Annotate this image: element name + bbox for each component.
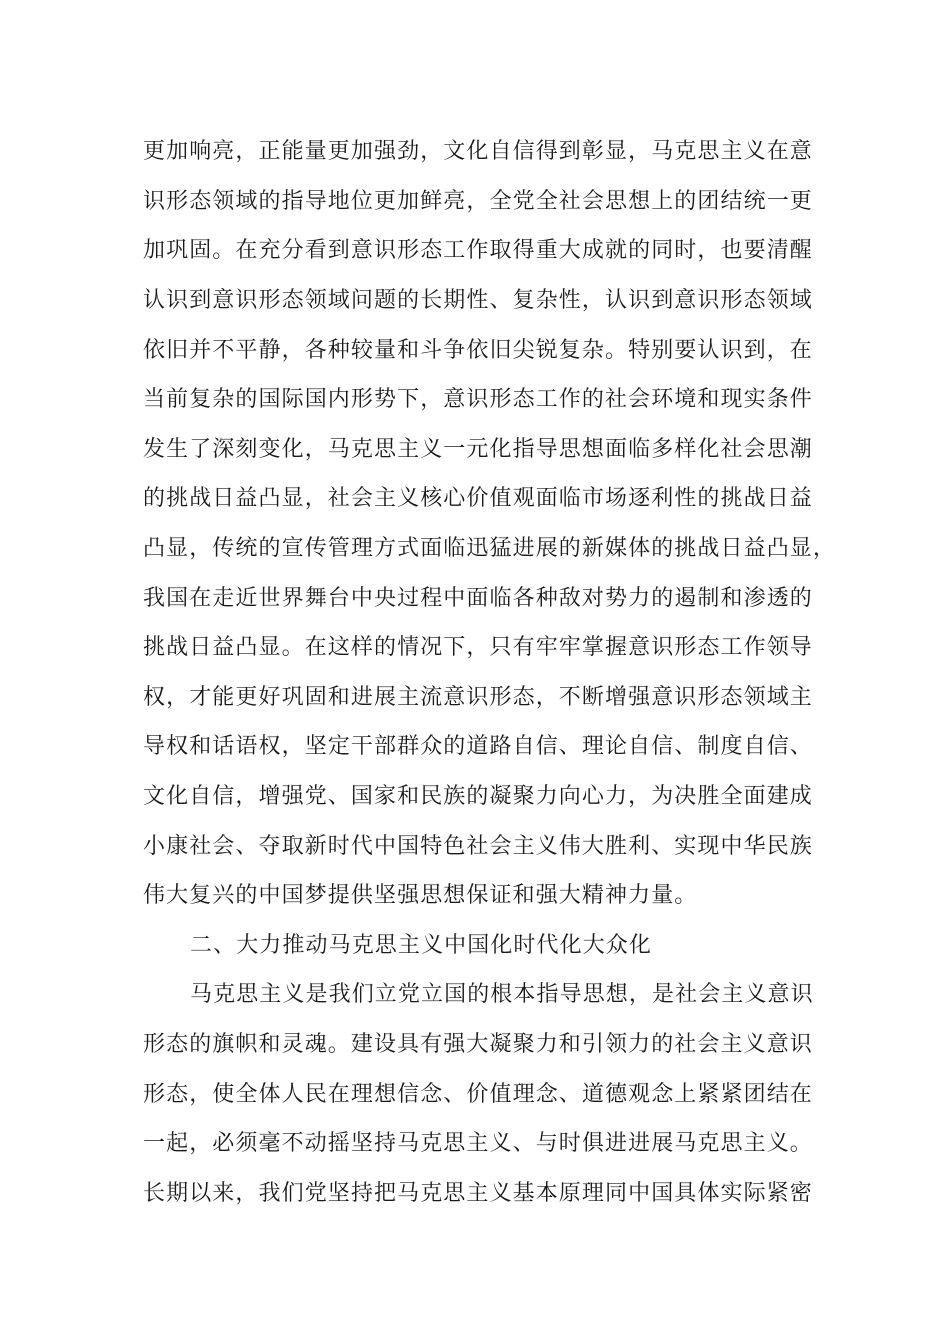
text-line: 权，才能更好巩固和进展主流意识形态，不断增强意识形态领域主 [143,685,813,710]
text-line: 更加响亮，正能量更加强劲，文化自信得到彰显，马克思主义在意 [143,139,813,164]
section-heading: 二、大力推动马克思主义中国化时代化大众化 [190,933,653,958]
text-line: 形态，使全体人民在理想信念、价值理念、道德观念上紧紧团结在 [143,1082,813,1107]
text-line: 加巩固。在充分看到意识形态工作取得重大成就的同时，也要清醒 [143,238,813,263]
text-line: 当前复杂的国际国内形势下，意识形态工作的社会环境和现实条件 [143,387,813,412]
text-line: 形态的旗帜和灵魂。建设具有强大凝聚力和引领力的社会主义意识 [143,1032,813,1057]
text-line: 依旧并不平静，各种较量和斗争依旧尖锐复杂。特别要认识到，在 [143,338,813,363]
text-line: 凸显，传统的宣传管理方式面临迅猛进展的新媒体的挑战日益凸显， [143,536,837,561]
text-line: 识形态领域的指导地位更加鲜亮，全党全社会思想上的团结统一更 [143,189,813,214]
text-line: 小康社会、夺取新时代中国特色社会主义伟大胜利、实现中华民族 [143,834,813,859]
text-line: 挑战日益凸显。在这样的情况下，只有牢牢掌握意识形态工作领导 [143,635,813,660]
text-line: 长期以来，我们党坚持把马克思主义基本原理同中国具体实际紧密 [143,1181,813,1206]
paragraph-first-line: 马克思主义是我们立党立国的根本指导思想，是社会主义意识 [190,982,814,1007]
text-line: 的挑战日益凸显，社会主义核心价值观面临市场逐利性的挑战日益 [143,486,813,511]
text-line: 导权和话语权，坚定干部群众的道路自信、理论自信、制度自信、 [143,734,813,759]
text-line: 我国在走近世界舞台中央过程中面临各种敌对势力的遏制和渗透的 [143,586,813,611]
text-line: 发生了深刻变化，马克思主义一元化指导思想面临多样化社会思潮 [143,437,813,462]
text-line: 一起，必须毫不动摇坚持马克思主义、与时俱进进展马克思主义。 [143,1131,813,1156]
text-line: 认识到意识形态领域问题的长期性、复杂性，认识到意识形态领域 [143,288,813,313]
text-line: 文化自信，增强党、国家和民族的凝聚力向心力，为决胜全面建成 [143,784,813,809]
text-line: 伟大复兴的中国梦提供坚强思想保证和强大精神力量。 [143,883,698,908]
